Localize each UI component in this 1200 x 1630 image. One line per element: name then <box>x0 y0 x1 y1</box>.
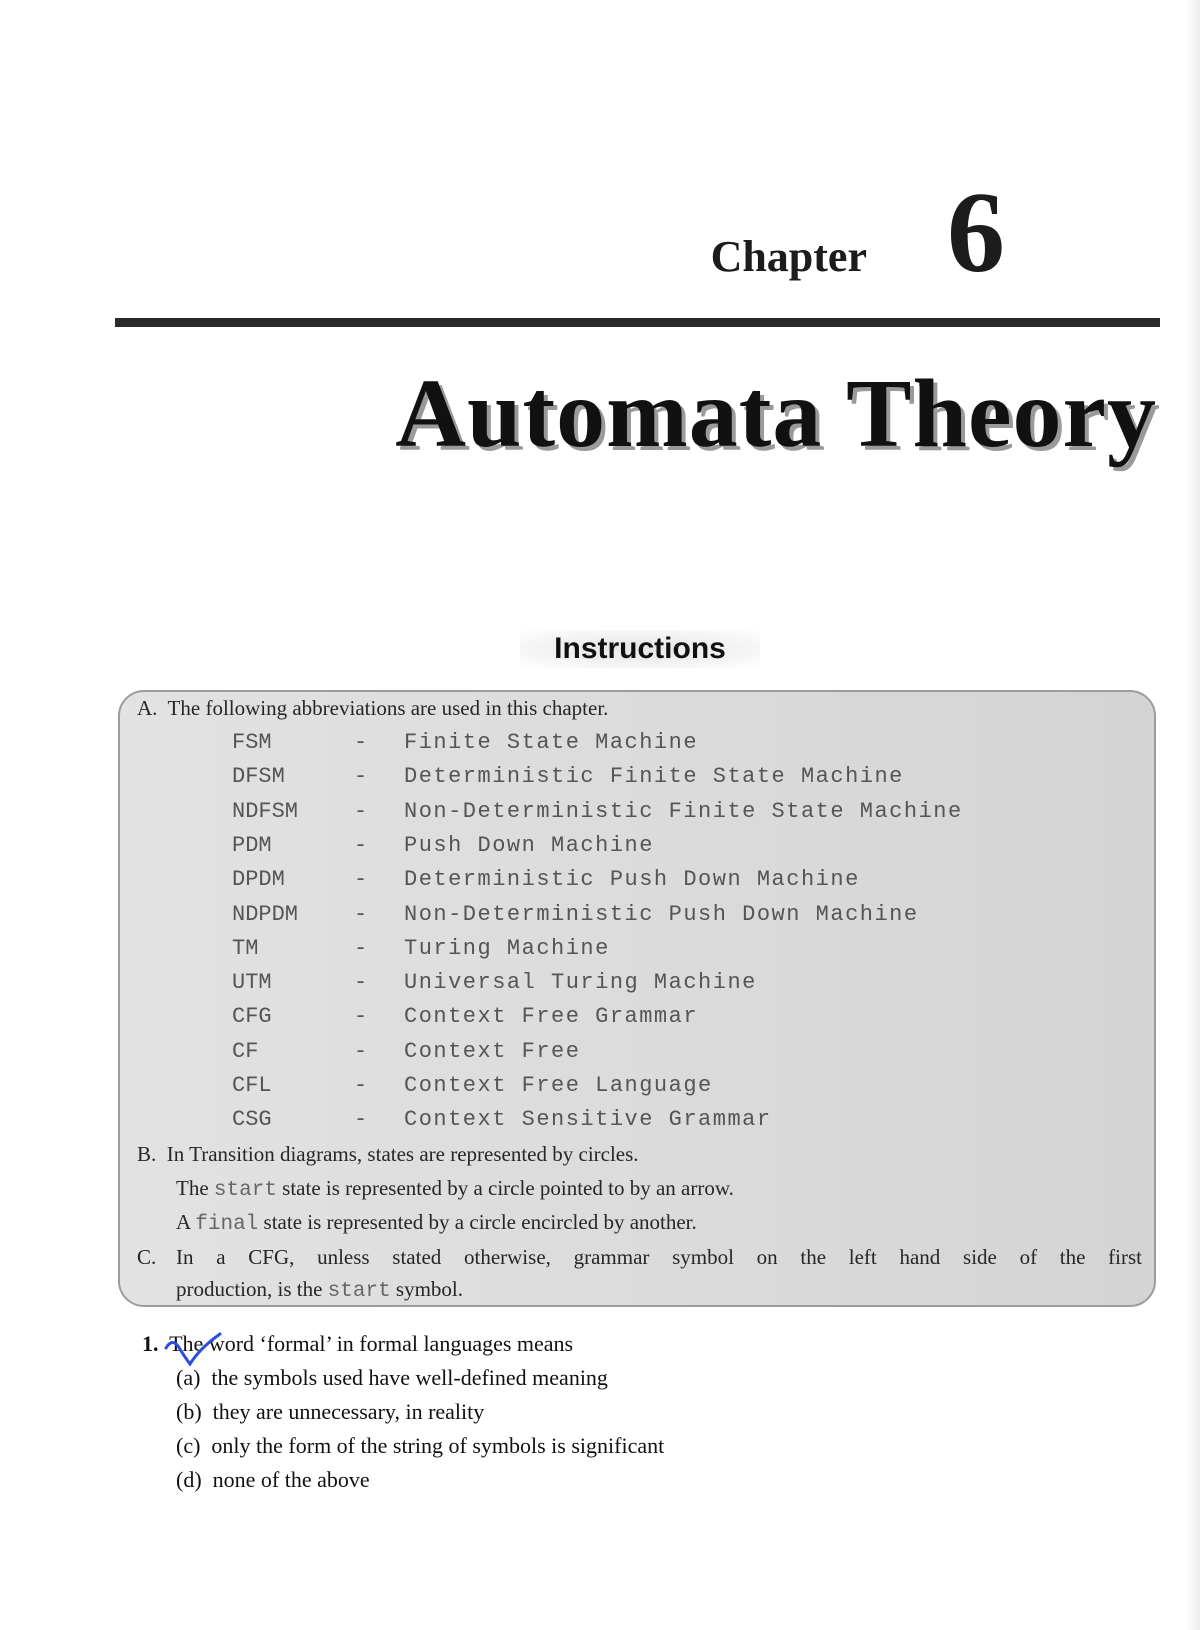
abbreviation-expansion: Deterministic Push Down Machine <box>404 867 860 893</box>
section-b-text-3-post: state is represented by a circle encircled by another. <box>263 1210 697 1234</box>
section-c-marker: C. <box>137 1245 157 1269</box>
final-term: final <box>195 1213 259 1236</box>
abbreviation-expansion: Context Free Language <box>404 1073 713 1098</box>
abbreviation-dash: - <box>354 901 368 927</box>
option-d-label: (d) <box>176 1467 202 1492</box>
abbreviation-code: PDM <box>232 832 272 858</box>
option-a <box>176 1365 608 1391</box>
section-a-text: The following abbreviations are used in this chapter. <box>167 696 609 720</box>
abbreviation-dash: - <box>354 867 368 893</box>
abbreviation-expansion: Finite State Machine <box>404 730 699 755</box>
abbreviation-expansion: Deterministic Finite State Machine <box>404 764 904 790</box>
abbreviation-code: DPDM <box>232 867 285 893</box>
abbreviation-dash: - <box>354 832 368 858</box>
start-symbol-term: start <box>327 1280 391 1303</box>
abbreviation-expansion: Non-Deterministic Finite State Machine <box>404 798 963 824</box>
abbreviation-dash: - <box>354 935 368 961</box>
chapter-header <box>0 169 1005 297</box>
chapter-title: Automata Theory <box>395 360 1157 468</box>
question-text: The word ‘formal’ in formal languages means <box>169 1331 574 1356</box>
abbreviation-code: CFL <box>232 1073 272 1098</box>
chapter-number: 6 <box>947 169 1005 297</box>
abbreviation-expansion: Non-Deterministic Push Down Machine <box>404 901 919 927</box>
option-d <box>176 1467 370 1493</box>
question-number: 1. <box>142 1331 159 1356</box>
abbreviation-dash: - <box>354 798 368 824</box>
abbreviation-expansion: Turing Machine <box>404 935 610 961</box>
abbreviation-expansion: Context Free Grammar <box>404 1004 699 1030</box>
section-b-text-2-pre: The <box>176 1176 209 1200</box>
abbreviation-expansion: Context Free <box>404 1038 581 1064</box>
section-b-text-1: In Transition diagrams, states are represented by circles. <box>166 1142 639 1166</box>
section-c-line-2 <box>176 1277 463 1303</box>
option-d-text: none of the above <box>212 1467 370 1492</box>
option-a-text: the symbols used have well-defined meaning <box>211 1365 608 1390</box>
option-c <box>176 1433 664 1459</box>
section-a-marker: A. <box>137 696 158 720</box>
section-c-marker-line <box>137 1245 156 1270</box>
option-b <box>176 1399 484 1425</box>
abbreviation-expansion: Universal Turing Machine <box>404 970 757 996</box>
abbreviation-dash: - <box>354 1004 368 1030</box>
option-a-label: (a) <box>176 1365 201 1390</box>
section-b-line-1 <box>137 1142 639 1167</box>
chapter-label: Chapter <box>710 232 867 281</box>
page-edge-shadow <box>1186 0 1200 1630</box>
abbreviation-expansion: Push Down Machine <box>404 832 654 858</box>
abbreviation-dash: - <box>354 764 368 790</box>
section-c-text-2-post: symbol. <box>395 1277 464 1301</box>
abbreviation-code: CSG <box>232 1107 272 1133</box>
section-b-marker: B. <box>137 1142 157 1166</box>
abbreviation-code: UTM <box>232 970 272 996</box>
option-c-label: (c) <box>176 1433 201 1458</box>
abbreviation-dash: - <box>354 970 368 996</box>
abbreviation-code: DFSM <box>232 764 285 790</box>
abbreviation-code: NDPDM <box>232 901 299 927</box>
abbreviation-dash: - <box>354 1073 368 1098</box>
abbreviation-code: TM <box>232 935 259 961</box>
section-a-line <box>137 696 608 721</box>
option-b-label: (b) <box>176 1399 202 1424</box>
section-c-text-1: In a CFG, unless stated otherwise, grammar symbol on the left hand side of the first <box>176 1245 1142 1269</box>
abbreviation-dash: - <box>354 1107 368 1133</box>
instructions-heading: Instructions <box>520 630 760 668</box>
abbreviation-code: CF <box>232 1038 259 1064</box>
start-term: start <box>213 1179 277 1202</box>
section-b-line-2 <box>176 1176 734 1202</box>
section-c-text-2-pre: production, is the <box>176 1277 323 1301</box>
abbreviation-expansion: Context Sensitive Grammar <box>404 1107 772 1133</box>
abbreviation-code: NDFSM <box>232 798 299 824</box>
option-b-text: they are unnecessary, in reality <box>212 1399 485 1424</box>
abbreviation-code: CFG <box>232 1004 272 1030</box>
abbreviation-dash: - <box>354 1038 368 1064</box>
abbreviation-dash: - <box>354 730 368 755</box>
section-b-text-3-pre: A <box>176 1210 191 1234</box>
abbreviation-code: FSM <box>232 730 272 755</box>
handwritten-check-icon <box>160 1330 240 1370</box>
chapter-divider-rule <box>115 318 1160 327</box>
section-b-text-2-post: state is represented by a circle pointed to by an arrow. <box>282 1176 734 1200</box>
section-b-line-3 <box>176 1210 697 1236</box>
option-c-text: only the form of the string of symbols is significant <box>211 1433 665 1458</box>
